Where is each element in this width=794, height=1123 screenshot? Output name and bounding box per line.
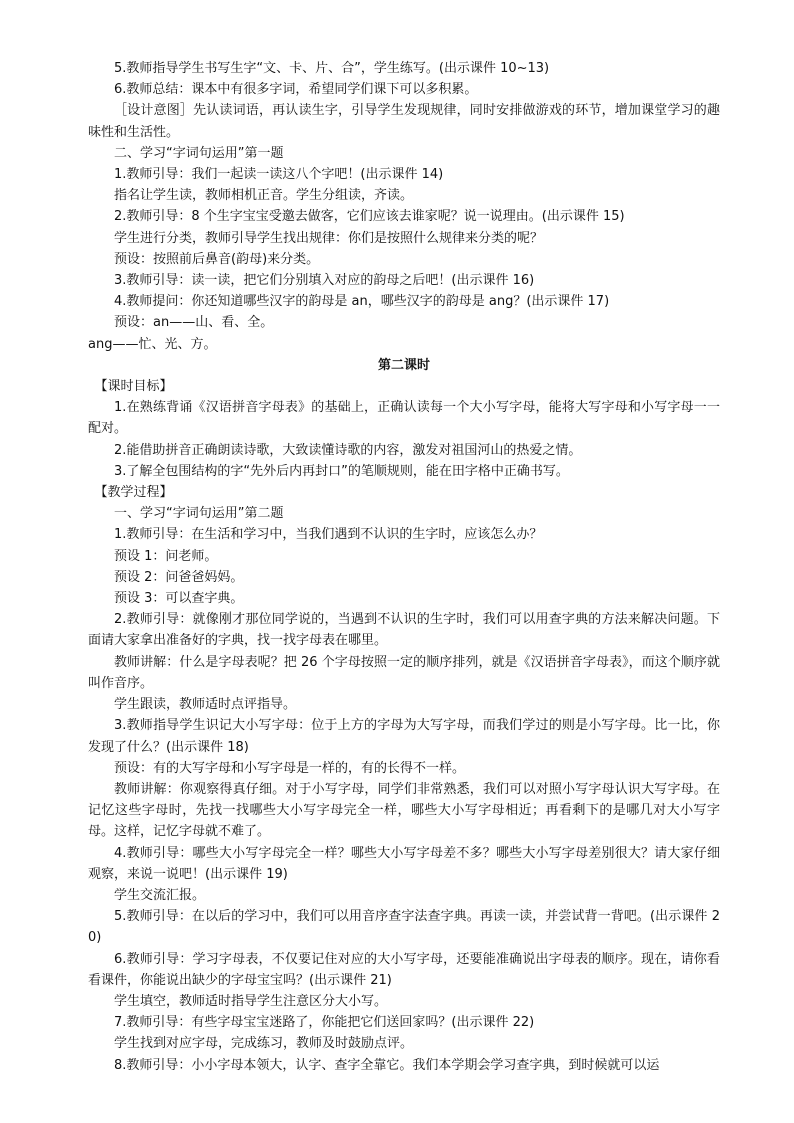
paragraph: 学生交流汇报。 [114,887,206,903]
paragraph: 5.教师引导：在以后的学习中，我们可以用音序查字法查字典。再读一读，并尝试背一背吧。(出示课件 20) [88,909,720,946]
paragraph: ［设计意图］先认读词语，再认读生字，引导学生发现规律，同时安排做游戏的环节，增加课堂学习的趣味性和生活性。 [88,103,720,140]
paragraph: 预设：按照前后鼻音(韵母)来分类。 [114,251,320,267]
document-page [88,58,720,1076]
paragraph: 5.教师指导学生书写生字“文、卡、片、合”，学生练写。(出示课件 10~13) [114,61,550,76]
paragraph: 4.教师引导：哪些大小写字母完全一样？哪些大小写字母差不多？哪些大小写字母差别很大？请大家仔细观察，来说一说吧！(出示课件 19) [88,845,720,882]
paragraph: 4.教师提问：你还知道哪些汉字的韵母是 an，哪些汉字的韵母是 ang？(出示课件 17) [114,294,610,310]
paragraph: 7.教师引导：有些字母宝宝迷路了，你能把它们送回家吗？(出示课件 22) [114,1015,535,1031]
paragraph: 学生跟读，教师适时点评指导。 [114,697,297,713]
paragraph: 预设：有的大写字母和小写字母是一样的，有的长得不一样。 [114,760,466,776]
paragraph: 1.在熟练背诵《汉语拼音字母表》的基础上，正确认读每一个大小写字母，能将大写字母和小写字母一一配对。 [88,400,720,437]
paragraph: 预设 2：问爸爸妈妈。 [114,569,244,585]
paragraph: 学生填空，教师适时指导学生注意区分大小写。 [114,993,388,1009]
paragraph: 指名让学生读，教师相机正音。学生分组读，齐读。 [114,188,414,204]
paragraph: 预设：an——山、看、全。 [114,315,274,331]
paragraph: 学生进行分类，教师引导学生找出规律：你们是按照什么规律来分类的呢？ [114,230,544,246]
paragraph: 3.了解全包围结构的字“先外后内再封口”的笔顺规则，能在田字格中正确书写。 [114,463,569,479]
paragraph: 教师讲解：什么是字母表呢？把 26 个字母按照一定的顺序排列，就是《汉语拼音字母表》，而这个顺序就叫作音序。 [88,654,720,691]
paragraph: 6.教师引导：学习字母表，不仅要记住对应的大小写字母，还要能准确说出字母表的顺序。现在，请你看看课件，你能说出缺少的字母宝宝吗？(出示课件 21) [88,951,720,988]
paragraph: 8.教师引导：小小字母本领大，认字、查字全靠它。我们本学期会学习查字典，到时候就可以运 [114,1057,660,1073]
paragraph: 2.能借助拼音正确朗读诗歌，大致读懂诗歌的内容，激发对祖国河山的热爱之情。 [114,442,582,458]
paragraph: 一、学习“字词句运用”第二题 [114,506,284,522]
section-title: 第二课时 [377,357,430,373]
section-heading: 【教学过程】 [94,485,173,501]
paragraph: 预设 3：可以查字典。 [114,591,244,607]
section-heading: 【课时目标】 [94,379,173,395]
paragraph: 2.教师引导：8 个生字宝宝受邀去做客，它们应该去谁家呢？说一说理由。(出示课件 15) [114,209,625,225]
paragraph: 教师讲解：你观察得真仔细。对于小写字母，同学们非常熟悉，我们可以对照小写字母认识大写字母。在记忆这些字母时，先找一找哪些大小写字母完全一样，哪些大小写字母相近；再看剩下的是哪几对大小写字母。这样，记忆字母就不难了。 [88,781,720,840]
paragraph: 1.教师引导：我们一起读一读这八个字吧！(出示课件 14) [114,167,444,183]
paragraph: 学生找到对应字母，完成练习，教师及时鼓励点评。 [114,1036,414,1052]
paragraph: 2.教师引导：就像刚才那位同学说的，当遇到不认识的生字时，我们可以用查字典的方法来解决问题。下面请大家拿出准备好的字典，找一找字母表在哪里。 [88,612,720,649]
paragraph: 二、学习“字词句运用”第一题 [114,145,284,161]
paragraph: ang——忙、光、方。 [88,336,217,352]
paragraph: 6.教师总结：课本中有很多字词，希望同学们课下可以多积累。 [114,82,478,98]
paragraph: 1.教师引导：在生活和学习中，当我们遇到不认识的生字时，应该怎么办？ [114,527,543,543]
paragraph: 3.教师引导：读一读，把它们分别填入对应的韵母之后吧！(出示课件 16) [114,273,535,289]
paragraph: 预设 1：问老师。 [114,548,218,564]
paragraph: 3.教师指导学生识记大小写字母：位于上方的字母为大写字母，而我们学过的则是小写字母。比一比，你发现了什么？(出示课件 18) [88,718,720,755]
